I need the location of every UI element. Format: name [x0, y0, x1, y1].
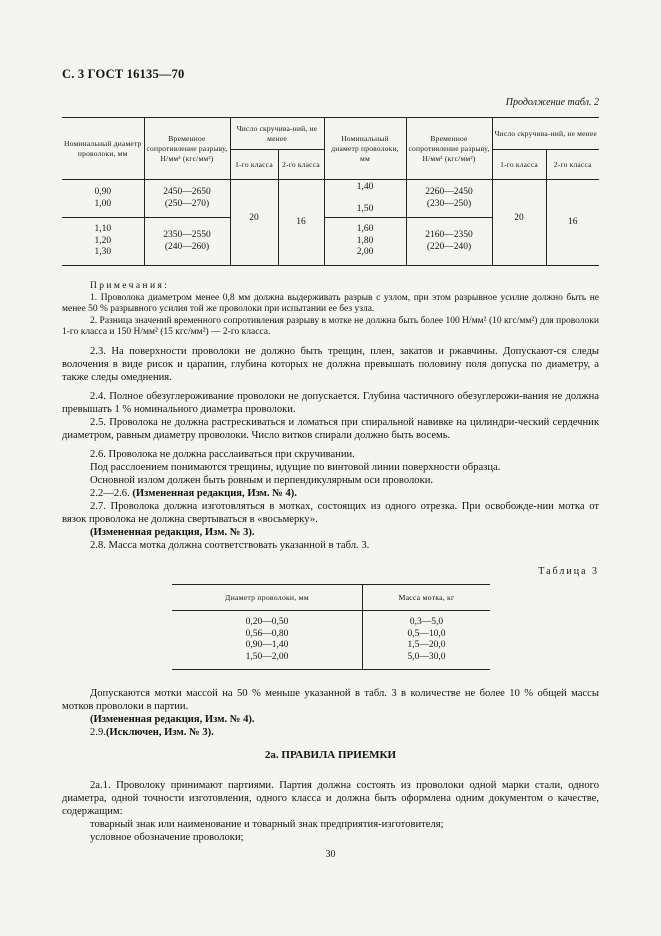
paragraph-2-7: 2.7. Проволока должна изготовляться в мотках, состоящих из одного отрезка. При освобожде-нии мотка от вязок проволока не должна свертываться в «восьмерку».	[62, 501, 599, 525]
table-row	[172, 611, 490, 629]
t2-class2-right: 2-го класса	[546, 150, 599, 180]
t2-col-twists-left: Число скручива-ний, не менее	[230, 118, 324, 150]
t2-diam-cell	[62, 180, 144, 218]
t2-value: 1,00	[94, 198, 112, 209]
t2-value: 2350—2550	[163, 230, 211, 240]
t2-res-cell	[406, 180, 492, 218]
paragraph-2-4: 2.4. Полное обезуглероживание проволоки не допускается. Глубина частичного обезуглерожи-вания не должна превышать 1 % номинального диаметра проволоки.	[62, 391, 599, 415]
t3-cell: 1,50—2,00	[172, 652, 362, 670]
t2-value: 1,20	[94, 235, 112, 246]
t2-value: 1,50	[356, 203, 374, 214]
t2-col-diameter-left: Номинальный диаметр проволоки, мм	[62, 118, 144, 180]
t2-twists1-right	[492, 180, 546, 266]
t2-col-resistance-right: Временное сопротивление разрыву, Н/мм² (кгс/мм²)	[406, 118, 492, 180]
t2-value: (250—270)	[164, 198, 210, 209]
t2-value: (230—250)	[426, 198, 472, 209]
t2-value: 1,30	[94, 247, 112, 258]
t2-value: (220—240)	[426, 241, 472, 252]
t2-class2-left: 2-го класса	[278, 150, 324, 180]
paragraph-2a-1-item2: условное обозначение проволоки;	[90, 832, 244, 843]
t3-cell: 0,56—0,80	[245, 628, 289, 639]
page-header: С. 3 ГОСТ 16135—70	[62, 67, 185, 81]
paragraph-2-5: 2.5. Проволока не должна растрескиваться и ломаться при спиральной навивке на цилиндри-ческий сердечник диаметром, равным диаметру проволоки. Число витков спирали должно быть восемь.	[62, 417, 599, 441]
paragraph-2-6: 2.6. Проволока не должна расслаиваться при скручивании.	[90, 449, 355, 460]
note-2: 2. Разница значений временного сопротивления разрыву в мотке не должна быть более 100 Н/мм² (10 кгс/мм²) для проволоки 1-го класса и 150 Н/мм² (15 кгс/мм²) — 2-го класса.	[62, 315, 599, 337]
section-title: 2а. ПРАВИЛА ПРИЕМКИ	[264, 749, 397, 761]
table-row	[172, 640, 490, 652]
t2-res-cell	[144, 218, 230, 266]
t2-class1-left: 1-го класса	[230, 150, 278, 180]
paragraph-mass-amend	[62, 713, 599, 726]
clause-number: 2.9.	[90, 727, 106, 738]
table-3-caption: Таблица 3	[538, 566, 599, 577]
t2-value: 0,90	[94, 187, 112, 197]
amend-note: (Измененная редакция, Изм. № 4).	[132, 488, 297, 499]
t2-diam-cell	[324, 218, 406, 266]
t3-cell: 5,0—30,0	[362, 652, 490, 670]
body-section-2	[62, 345, 599, 552]
table-row	[172, 652, 490, 670]
t2-value: 2260—2450	[425, 187, 473, 197]
notes-title: Примечания:	[90, 281, 170, 291]
page-number: 30	[325, 849, 336, 860]
t2-diam-cell	[62, 218, 144, 266]
t2-value: 20	[249, 212, 259, 223]
paragraph-2-3: 2.3. На поверхности проволоки не должно быть трещин, плен, закатов и ржавчины. Допускают-ся следы волочения в виде рисок и царапин, глубина которых не должна превышать половину поля допуска по диаметру, а также следы омеднения.	[62, 346, 599, 383]
body-after-table-3	[62, 687, 599, 739]
t2-diam-cell	[324, 180, 406, 218]
t2-res-cell	[406, 218, 492, 266]
amend-note: (Измененная редакция, Изм. № 3).	[90, 527, 255, 538]
t2-value: 16	[296, 216, 306, 227]
table-3	[172, 584, 490, 670]
table-2	[62, 117, 599, 266]
t2-col-diameter-right: Номинальный диаметр проволоки, мм	[324, 118, 406, 180]
t2-value: 1,10	[94, 224, 112, 235]
table-notes	[62, 281, 599, 339]
amend-note: (Измененная редакция, Изм. № 4).	[90, 714, 255, 725]
t3-cell: 0,3—5,0	[362, 611, 490, 629]
paragraph-2-6b: Под расслоением понимаются трещины, идущие по винтовой линии поверхности образца.	[90, 462, 501, 473]
t2-res-cell	[144, 180, 230, 218]
t2-value: 16	[568, 216, 578, 227]
body-section-2a	[62, 779, 599, 844]
t3-col-mass: Масса мотка, кг	[362, 585, 490, 611]
paragraph-2-8: 2.8. Масса мотка должна соответствовать указанной в табл. 3.	[90, 540, 370, 551]
paragraph-amend-2-2-2-6	[62, 487, 599, 500]
paragraph-2-7-amend	[62, 526, 599, 539]
amend-note: (Исключен, Изм. № 3).	[105, 727, 214, 738]
t3-cell: 1,5—20,0	[362, 640, 490, 652]
amend-range: 2.2—2.6.	[90, 488, 130, 499]
paragraph-2a-1-item1: товарный знак или наименование и товарный знак предприятия-изготовителя;	[90, 819, 444, 830]
t2-twists2-left	[278, 180, 324, 266]
table-continuation-label: Продолжение табл. 2	[505, 97, 599, 108]
paragraph-mass-tolerance: Допускаются мотки массой на 50 % меньше указанной в табл. 3 в количестве не более 10 % общей массы мотков проволоки в партии.	[62, 688, 599, 712]
t2-value: 20	[514, 212, 524, 223]
table-row	[172, 629, 490, 641]
t2-value: 1,60	[356, 224, 374, 235]
t2-col-resistance-left: Временное сопротивление разрыву, Н/мм² (кгс/мм²)	[144, 118, 230, 180]
t2-value: 2,00	[356, 247, 374, 258]
t3-cell: 0,90—1,40	[245, 640, 289, 650]
t3-col-diameter: Диаметр проволоки, мм	[172, 585, 362, 611]
t2-value: 2450—2650	[163, 187, 211, 197]
paragraph-2-6c: Основной излом должен быть ровным и перпендикулярным оси проволоки.	[90, 475, 434, 486]
t2-value: 1,80	[356, 235, 374, 246]
t3-cell: 0,5—10,0	[362, 629, 490, 641]
t2-col-twists-right: Число скручива-ний, не менее	[492, 118, 599, 150]
paragraph-2a-1: 2а.1. Проволоку принимают партиями. Партия должна состоять из проволоки одной марки стали, одного диаметра, одной точности изготовления, одного класса и должна быть оформлена одним документом о качестве, содержащим:	[62, 780, 599, 817]
t2-value: 1,40	[356, 182, 374, 192]
t2-twists1-left	[230, 180, 278, 266]
t3-cell: 0,20—0,50	[245, 617, 289, 627]
note-1: 1. Проволока диаметром менее 0,8 мм должна выдерживать разрыв с узлом, при этом разрывное усилие должно быть не менее 50 % разрывного усилия той же проволоки при испытании ее без узла.	[62, 292, 599, 314]
paragraph-2-9	[62, 726, 599, 739]
t2-class1-right: 1-го класса	[492, 150, 546, 180]
t2-value: (240—260)	[164, 241, 210, 252]
t2-value: 2160—2350	[425, 230, 473, 240]
t2-twists2-right	[546, 180, 599, 266]
